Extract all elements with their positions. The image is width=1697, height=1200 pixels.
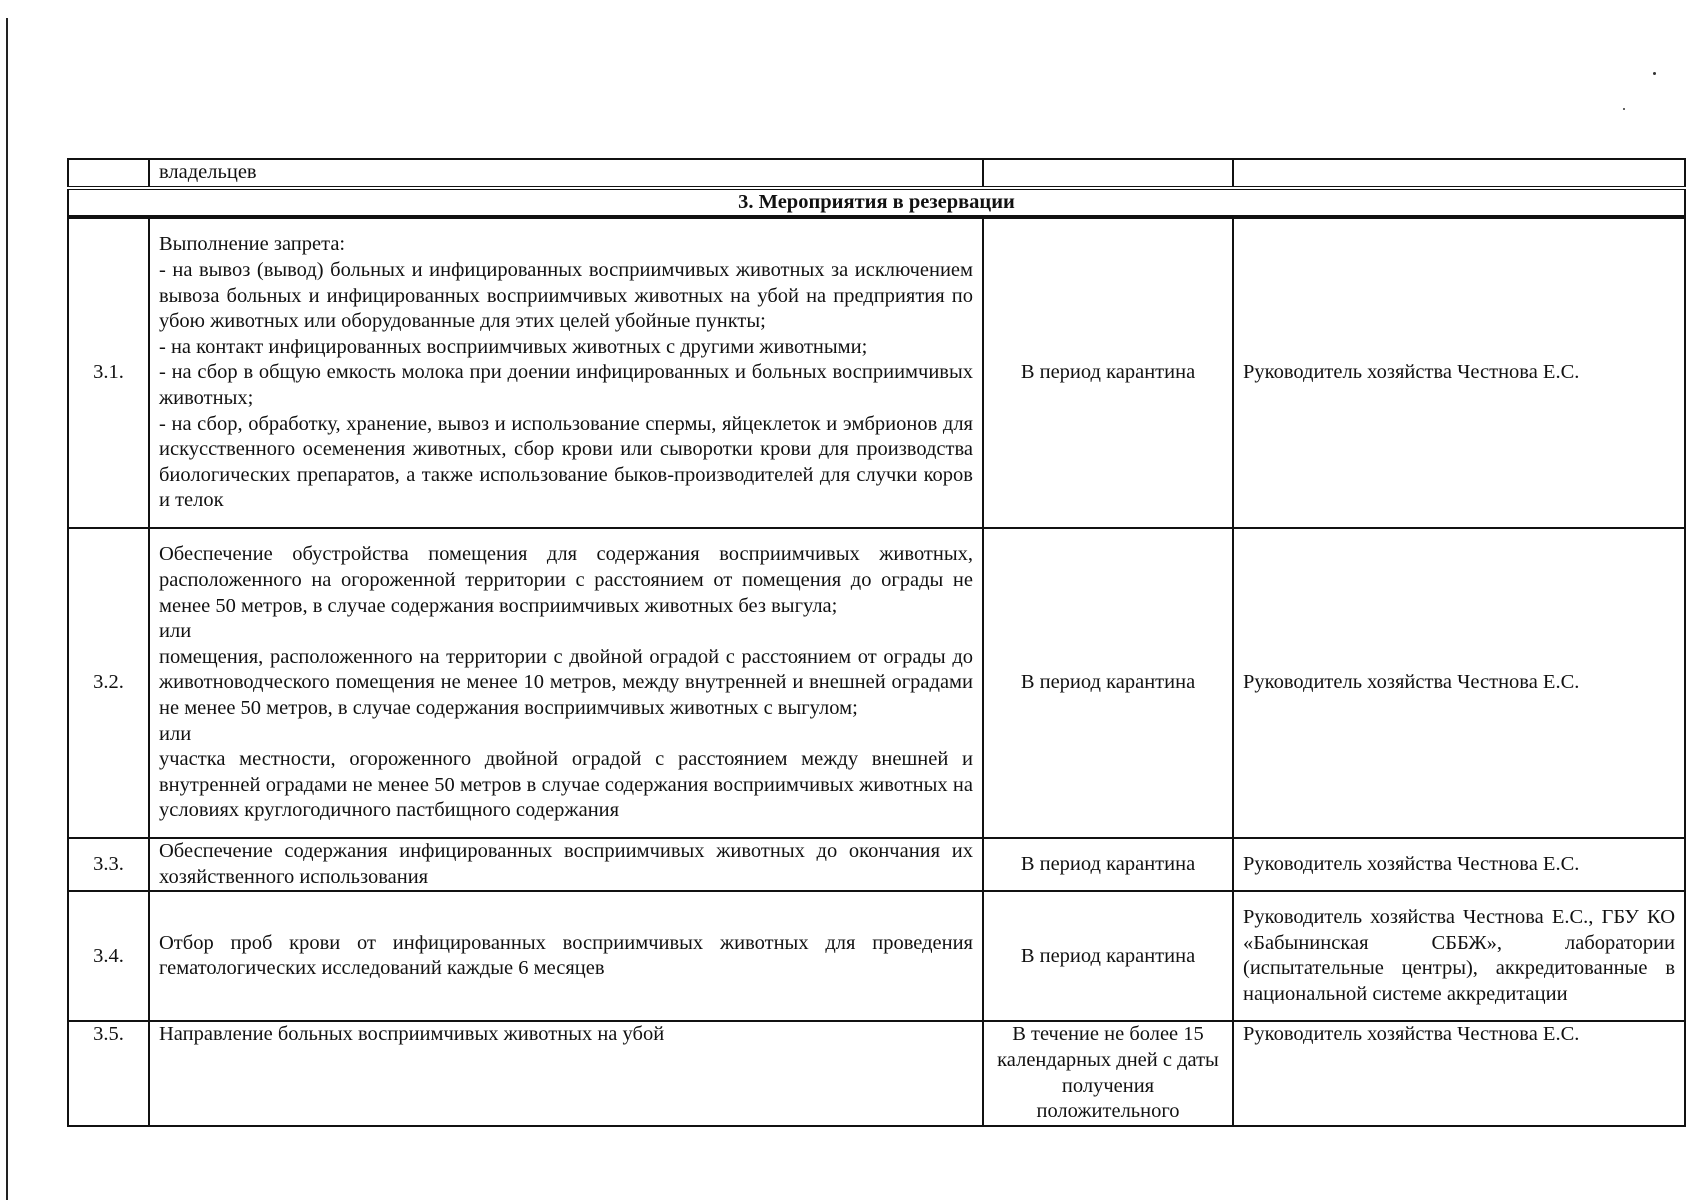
scan-speck — [1623, 108, 1625, 110]
responsible-cell: Руководитель хозяйства Честнова Е.С. — [1233, 528, 1685, 838]
action-line: помещения, расположенного на территории с двойной оградой с расстоянием от ограды до животноводческого помещения не менее 10 метров, между внутренней и внешней оградами не менее 50 метров, в случае содержания восприимчивых животных с выгулом; — [159, 645, 973, 719]
term-cell: В течение не более 15 календарных дней с даты получения положительного — [983, 1021, 1233, 1125]
action-cell — [149, 1021, 983, 1125]
action-line: - на вывоз (вывод) больных и инфицированных восприимчивых животных за исключением вывоза больных и инфицированных восприимчивых животных на убой на предприятия по убою животных или оборудованные для этих целей убойные пункты; — [159, 259, 973, 333]
action-cell — [149, 891, 983, 1021]
scan-speck — [1653, 72, 1656, 75]
row-number-cell: 3.4. — [68, 891, 149, 1021]
action-line: или — [159, 620, 192, 643]
action-line: - на сбор в общую емкость молока при доении инфицированных и больных восприимчивых животных; — [159, 361, 973, 409]
responsible-cell: Руководитель хозяйства Честнова Е.С., ГБУ КО «Бабынинская СББЖ», лаборатории (испытательные центры), аккредитованные в национальной системе аккредитации — [1233, 891, 1685, 1021]
section-title: 3. Мероприятия в резервации — [68, 188, 1685, 218]
action-line: Выполнение запрета: — [159, 233, 346, 256]
row-number-cell: 3.2. — [68, 528, 149, 838]
responsible-cell: Руководитель хозяйства Честнова Е.С. — [1233, 217, 1685, 528]
action-line: участка местности, огороженного двойной оградой с расстоянием между внешней и внутренней оградами не менее 50 метров в случае содержания восприимчивых животных на условиях круглогодичного пастбищного содержания — [159, 748, 973, 822]
row-number-cell: 3.3. — [68, 838, 149, 891]
table-row — [68, 159, 1685, 188]
action-cell — [149, 217, 983, 528]
term-cell: В период карантина — [983, 528, 1233, 838]
action-cell — [149, 838, 983, 891]
action-line: - на сбор, обработку, хранение, вывоз и использование спермы, яйцеклеток и эмбрионов для искусственного осеменения животных, сбор крови или сыворотки крови для производства биологических препаратов, а также использование быков-производителей для случки коров и телок — [159, 412, 973, 512]
row-number-cell — [68, 159, 149, 188]
responsible-cell: Руководитель хозяйства Честнова Е.С. — [1233, 1021, 1685, 1125]
term-cell: В период карантина — [983, 838, 1233, 891]
page-left-edge — [6, 18, 8, 1200]
term-cell — [983, 159, 1233, 188]
action-line: Отбор проб крови от инфицированных восприимчивых животных для проведения гематологических исследований каждые 6 месяцев — [159, 931, 973, 980]
row-number-cell: 3.1. — [68, 217, 149, 528]
table-row — [68, 1021, 1685, 1125]
action-line: Обеспечение обустройства помещения для содержания восприимчивых животных, расположенного на огороженной территории с расстоянием от помещения до ограды не менее 50 метров, в случае содержания восприимчивых животных без выгула; — [159, 543, 973, 617]
action-line: - на контакт инфицированных восприимчивых животных с другими животными; — [159, 335, 868, 358]
action-cell: владельцев — [149, 159, 983, 188]
section-header-row — [68, 188, 1685, 218]
action-line: Направление больных восприимчивых животных на убой — [159, 1023, 665, 1046]
table-row — [68, 838, 1685, 891]
responsible-cell — [1233, 159, 1685, 188]
measures-table — [67, 158, 1686, 1127]
action-cell — [149, 528, 983, 838]
responsible-cell: Руководитель хозяйства Честнова Е.С. — [1233, 838, 1685, 891]
table-row — [68, 891, 1685, 1021]
action-line: или — [159, 722, 192, 745]
table-row — [68, 528, 1685, 838]
term-cell: В период карантина — [983, 891, 1233, 1021]
term-cell: В период карантина — [983, 217, 1233, 528]
table-row — [68, 217, 1685, 528]
action-line: Обеспечение содержания инфицированных восприимчивых животных до окончания их хозяйственного использования — [159, 840, 973, 888]
row-number-cell: 3.5. — [68, 1021, 149, 1125]
